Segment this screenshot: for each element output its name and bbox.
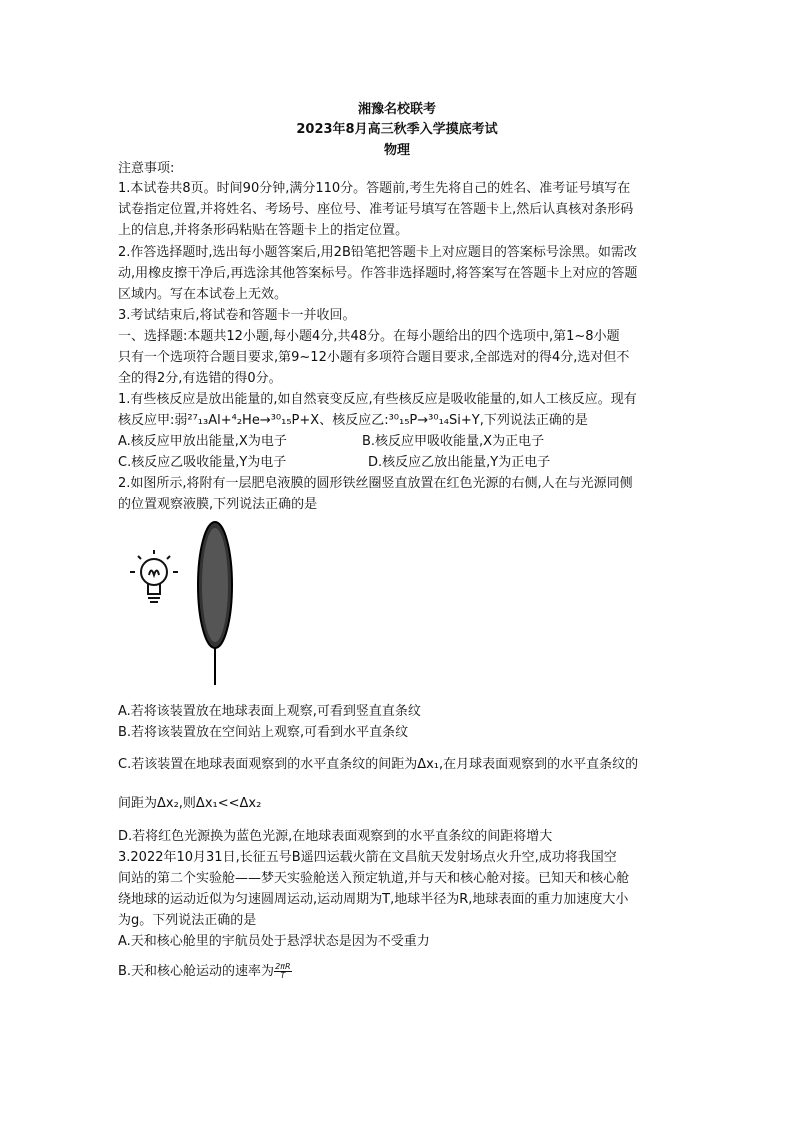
q1-stem-line-2: 核反应甲:弱²⁷₁₃Al+⁴₂He→³⁰₁₅P+X、核反应乙:³⁰₁₅P→³⁰₁₄Si+Y,下列说法正确的是 (118, 413, 588, 428)
notice-item-1-line-1: 1.本试卷共8页。时间90分钟,满分110分。答题前,考生先将自己的姓名、准考证号填写在 (118, 181, 631, 196)
fraction-denominator: T (280, 971, 286, 980)
soap-film-ring (198, 522, 232, 685)
q3-stem-line-1: 3.2022年10月31日,长征五号B遥四运载火箭在文昌航天发射场点火升空,成功将我国空 (118, 850, 617, 865)
q1-stem-line-1: 1.有些核反应是放出能量的,如自然衰变反应,有些核反应是吸收能量的,如人工核反应。现有 (118, 392, 637, 407)
exam-title: 2023年8月高三秋季入学摸底考试 (296, 122, 498, 137)
notice-item-1-line-3: 上的信息,并将条形码粘贴在答题卡上的指定位置。 (118, 223, 409, 238)
notice-title: 注意事项: (118, 161, 175, 176)
notice-item-2-line-3: 区域内。写在本试卷上无效。 (118, 287, 288, 302)
q2-stem-line-1: 2.如图所示,将附有一层肥皂液膜的圆形铁丝圈竖直放置在红色光源的右侧,人在与光源同侧 (118, 476, 633, 491)
notice-item-1-line-2: 试卷指定位置,并将姓名、考场号、座位号、准考证号填写在答题卡上,然后认真核对条形码 (118, 202, 634, 217)
light-bulb-icon (130, 550, 178, 602)
q1-option-b: B.核反应甲吸收能量,X为正电子 (362, 434, 545, 449)
q3-option-b-fraction (274, 963, 291, 980)
q2-option-c-line-1: C.若该装置在地球表面观察到的水平直条纹的间距为Δx₁,在月球表面观察到的水平直条纹的 (118, 757, 639, 772)
q1-option-c: C.核反应乙吸收能量,Y为电子 (118, 455, 287, 470)
q3-option-a: A.天和核心舱里的宇航员处于悬浮状态是因为不受重力 (118, 934, 430, 949)
q2-option-d: D.若将红色光源换为蓝色光源,在地球表面观察到的水平直条纹的间距将增大 (118, 829, 553, 844)
exam-league-title: 湘豫名校联考 (357, 102, 436, 117)
q1-option-a: A.核反应甲放出能量,X为电子 (118, 434, 287, 449)
q2-option-c-line-2: 间距为Δx₂,则Δx₁<<Δx₂ (118, 796, 262, 811)
q2-figure (118, 520, 258, 690)
q3-option-b-text: B.天和核心舱运动的速率为 (118, 964, 275, 979)
section-1-line-2: 只有一个选项符合题目要求,第9~12小题有多项符合题目要求,全部选对的得4分,选对但不 (118, 350, 630, 365)
q2-stem-line-2: 的位置观察液膜,下列说法正确的是 (118, 497, 318, 512)
section-1-line-1: 一、选择题:本题共12小题,每小题4分,共48分。在每小题给出的四个选项中,第1~8小题 (118, 329, 620, 344)
q1-option-d: D.核反应乙放出能量,Y为正电子 (368, 455, 551, 470)
notice-item-2-line-1: 2.作答选择题时,选出每小题答案后,用2B铅笔把答题卡上对应题目的答案标号涂黑。如需改 (118, 245, 637, 260)
fraction-numerator: 2πR (275, 962, 291, 971)
notice-item-2-line-2: 动,用橡皮擦干净后,再选涂其他答案标号。作答非选择题时,将答案写在答题卡上对应的答题 (118, 266, 638, 281)
q3-option-b (118, 963, 292, 981)
notice-item-3: 3.考试结束后,将试卷和答题卡一并收回。 (118, 308, 356, 323)
q3-stem-line-2: 间站的第二个实验舱——梦天实验舱送入预定轨道,并与天和核心舱对接。已知天和核心舱 (118, 871, 630, 886)
q3-stem-line-3: 绕地球的运动近似为匀速圆周运动,运动周期为T,地球半径为R,地球表面的重力加速度大小 (118, 892, 629, 907)
subject-title: 物理 (383, 143, 410, 158)
q2-option-b: B.若将该装置放在空间站上观察,可看到水平直条纹 (118, 725, 409, 740)
q2-option-a: A.若将该装置放在地球表面上观察,可看到竖直直条纹 (118, 704, 421, 719)
section-1-line-3: 全的得2分,有选错的得0分。 (118, 371, 282, 386)
q3-stem-line-4: 为g。下列说法正确的是 (118, 913, 257, 928)
